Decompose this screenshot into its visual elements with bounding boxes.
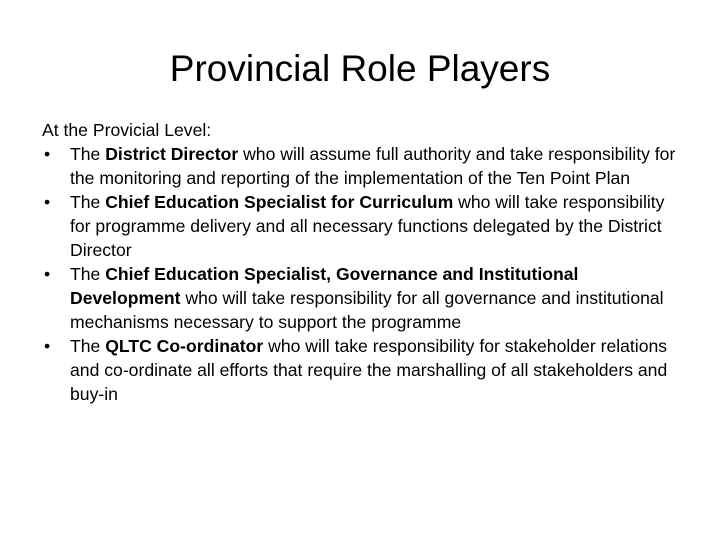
role-item-district-director: [42, 142, 682, 190]
bullet-icon: •: [44, 192, 51, 212]
role-item-qltc-coordinator: [42, 334, 682, 406]
role-title: District Director: [105, 144, 239, 164]
role-description: who will assume full authority and take responsibility for the monitoring and reporting of the implementation of the Ten Point Plan: [70, 144, 676, 188]
role-prefix: The: [70, 264, 106, 284]
role-prefix: The: [70, 144, 106, 164]
role-item-governance-specialist: [42, 262, 682, 334]
intro-text: At the Provicial Level:: [42, 120, 212, 140]
role-prefix: The: [70, 192, 106, 212]
bullet-icon: •: [44, 144, 51, 164]
bullet-icon: •: [44, 336, 51, 356]
role-prefix: The: [70, 336, 106, 356]
role-description: who will take responsibility for stakeholder relations and co-ordinate all efforts that require the marshalling of all stakeholders and buy-in: [70, 336, 668, 404]
role-title: QLTC Co-ordinator: [105, 336, 264, 356]
slide-body: [42, 118, 682, 406]
role-list: [42, 142, 682, 406]
role-title: Chief Education Specialist, Governance and Institutional Development: [70, 264, 579, 308]
role-title: Chief Education Specialist for Curriculum: [105, 192, 454, 212]
slide-title: Provincial Role Players: [169, 48, 551, 89]
role-description: who will take responsibility for programme delivery and all necessary functions delegated by the District Director: [70, 192, 665, 260]
role-item-curriculum-specialist: [42, 190, 682, 262]
bullet-icon: •: [44, 264, 51, 284]
role-description: who will take responsibility for all governance and institutional mechanisms necessary to support the programme: [70, 288, 664, 332]
